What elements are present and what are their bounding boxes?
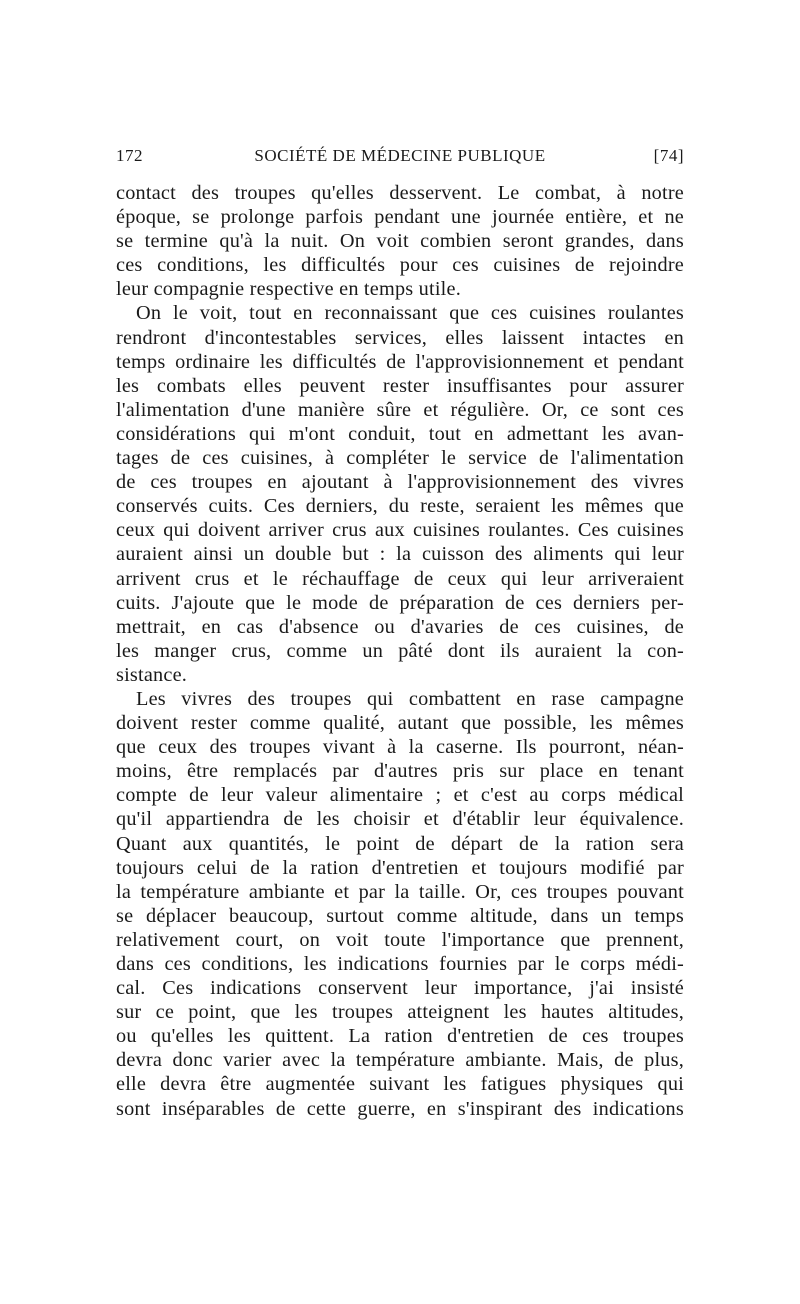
text-line: cal. Ces indications conservent leur importance, j'ai insisté <box>116 977 684 1000</box>
text-line: moins, être remplacés par d'autres pris sur place en tenant <box>116 760 684 783</box>
text-line: rendront d'incontestables services, elles laissent intactes en <box>116 326 684 349</box>
text-line: ces conditions, les difficultés pour ces cuisines de rejoindre <box>116 254 684 277</box>
text-line: que ceux des troupes vivant à la caserne. Ils pourront, néan- <box>116 736 684 759</box>
paragraph <box>116 687 684 1121</box>
text-line: relativement court, on voit toute l'importance que prennent, <box>116 928 684 951</box>
text-line: contact des troupes qu'elles desservent. Le combat, à notre <box>116 182 684 204</box>
text-line: les manger crus, comme un pâté dont ils auraient la con- <box>116 639 684 662</box>
text-line: se déplacer beaucoup, surtout comme altitude, dans un temps <box>116 904 684 927</box>
text-line: sont inséparables de cette guerre, en s'inspirant des indications <box>116 1097 684 1120</box>
paragraph <box>116 181 684 301</box>
text-line: se termine qu'à la nuit. On voit combien seront grandes, dans <box>116 230 684 253</box>
paragraph <box>116 301 684 687</box>
text-line: leur compagnie respective en temps utile. <box>116 278 461 301</box>
text-line: elle devra être augmentée suivant les fatigues physiques qui <box>116 1073 684 1096</box>
text-line: tages de ces cuisines, à compléter le service de l'alimentation <box>116 447 684 470</box>
text-line: conservés cuits. Ces derniers, du reste, seraient les mêmes que <box>116 495 684 518</box>
page-reference: [74] <box>653 146 684 165</box>
body-text <box>116 181 684 1121</box>
text-line: doivent rester comme qualité, autant que possible, les mêmes <box>116 712 684 735</box>
text-line: dans ces conditions, les indications fournies par le corps médi- <box>116 953 684 975</box>
text-line: ou qu'elles les quittent. La ration d'entretien de ces troupes <box>116 1025 684 1048</box>
text-line: cuits. J'ajoute que le mode de préparation de ces derniers per- <box>116 591 684 614</box>
text-line: temps ordinaire les difficultés de l'approvisionnement et pendant <box>116 350 684 373</box>
running-header <box>116 146 684 170</box>
text-line: sur ce point, que les troupes atteignent les hautes altitudes, <box>116 1001 684 1024</box>
text-line: sistance. <box>116 663 188 686</box>
text-line: compte de leur valeur alimentaire ; et c'est au corps médical <box>116 784 684 807</box>
text-line: ceux qui doivent arriver crus aux cuisines roulantes. Ces cuisines <box>116 519 684 542</box>
text-line: la température ambiante et par la taille. Or, ces troupes pouvant <box>116 880 684 903</box>
text-line: mettrait, en cas d'absence ou d'avaries de ces cuisines, de <box>116 615 684 638</box>
page-number: 172 <box>116 146 143 165</box>
text-line: On le voit, tout en reconnaissant que ces cuisines roulantes <box>136 302 684 325</box>
text-line: époque, se prolonge parfois pendant une journée entière, et ne <box>116 206 684 229</box>
text-line: de ces troupes en ajoutant à l'approvisionnement des vivres <box>116 471 684 494</box>
text-line: l'alimentation d'une manière sûre et régulière. Or, ce sont ces <box>116 398 684 421</box>
text-line: Quant aux quantités, le point de départ de la ration sera <box>116 832 684 855</box>
text-line: toujours celui de la ration d'entretien et toujours modifié par <box>116 856 684 879</box>
text-line: auraient ainsi un double but : la cuisson des aliments qui leur <box>116 543 684 566</box>
text-line: arrivent crus et le réchauffage de ceux qui leur arriveraient <box>116 567 684 590</box>
text-line: Les vivres des troupes qui combattent en rase campagne <box>136 687 684 710</box>
text-line: devra donc varier avec la température ambiante. Mais, de plus, <box>116 1049 684 1072</box>
text-line: qu'il appartiendra de les choisir et d'établir leur équivalence. <box>116 808 684 831</box>
text-line: les combats elles peuvent rester insuffisantes pour assurer <box>116 374 684 397</box>
text-line: considérations qui m'ont conduit, tout en admettant les avan- <box>116 422 684 445</box>
running-title: SOCIÉTÉ DE MÉDECINE PUBLIQUE <box>254 146 546 165</box>
